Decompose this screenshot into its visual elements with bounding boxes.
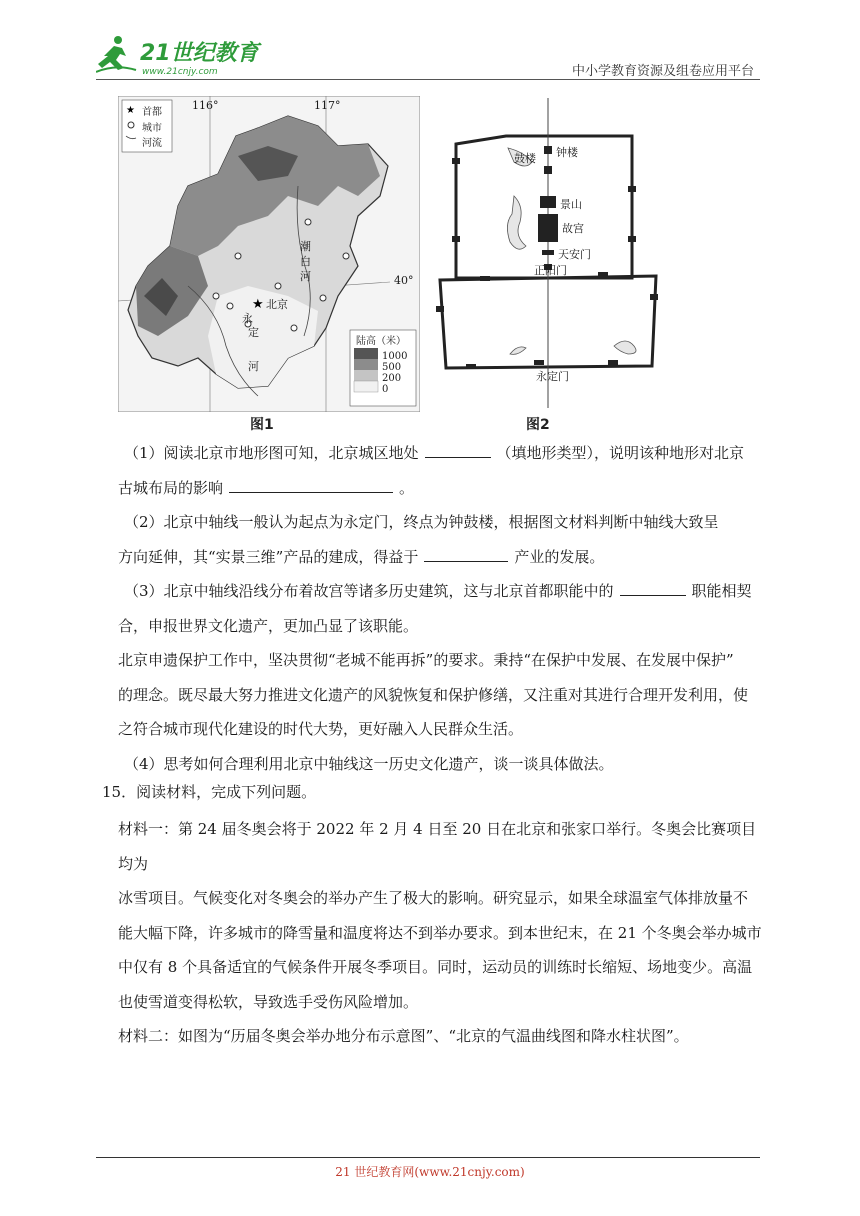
passage-line3: 之符合城市现代化建设的时代大势，更好融入人民群众生活。 (118, 720, 524, 738)
lat-40-label: 40° (394, 274, 414, 287)
q15-title: 15．阅读材料，完成下列问题。 (102, 783, 317, 801)
jingshan-label: 景山 (560, 198, 582, 211)
q15-material1-line3: 能大幅下降，许多城市的降雪量和温度将达不到举办要求。到本世纪末，在 21 个冬奥会举办城市 (118, 923, 762, 942)
capital-star-icon: ★ (252, 297, 264, 312)
q3-line2 (118, 609, 764, 644)
q2-text-a: （2）北京中轴线一般认为起点为永定门，终点为钟鼓楼，根据图文材料判断中轴线大致呈 (124, 513, 719, 531)
lon-116-label: 116° (192, 99, 219, 112)
figure1-terrain-map (118, 96, 420, 412)
chaobai-river-label-2: 白 (300, 255, 311, 268)
gulou-label: 鼓楼 (514, 152, 536, 165)
q3-text-a: （3）北京中轴线沿线分布着故宫等诸多历史建筑，这与北京首都职能中的 (124, 582, 614, 600)
q3-blank-function[interactable] (620, 577, 686, 596)
legend-capital-label: 首都 (142, 107, 162, 118)
yongdingmen-label: 永定门 (536, 370, 569, 383)
passage-line1: 北京申遗保护工作中，坚决贯彻“老城不能再拆”的要求。秉持“在保护中发展、在发展中保护” (118, 651, 734, 669)
q3-line1 (118, 574, 764, 609)
header-platform-text: 中小学教育资源及组卷应用平台 (571, 64, 754, 79)
svg-text:www.21cnjy.com: www.21cnjy.com (142, 67, 218, 77)
figure2-caption: 图2 (526, 417, 550, 433)
figure1-caption: 图1 (250, 417, 274, 433)
chaobai-river-label-3: 河 (300, 270, 311, 283)
elevation-1000: 1000 (382, 351, 408, 362)
tiananmen-label: 天安门 (558, 248, 591, 261)
zhengyangmen-label: 正阳门 (534, 264, 567, 277)
question-15 (102, 777, 764, 1054)
lon-117-label: 117° (314, 99, 341, 112)
q2-line1 (118, 505, 764, 540)
q1-blank-terrain[interactable] (425, 439, 491, 458)
q1-blank-influence[interactable] (229, 474, 393, 493)
q2-blank-industry[interactable] (424, 543, 508, 562)
page-header (96, 30, 760, 80)
q2-line2 (118, 540, 764, 575)
q15-material1-line2: 冰雪项目。气候变化对冬奥会的举办产生了极大的影响。研究显示，如果全球温室气体排放量不 (118, 889, 749, 907)
q1-text-c: 古城布局的影响 (118, 478, 224, 497)
q15-material1-line5: 也使雪道变得松软，导致选手受伤风险增加。 (118, 992, 419, 1011)
q2-text-b: 方向延伸，其“实景三维”产品的建成，得益于 (118, 547, 419, 566)
q1-text-d: 。 (399, 478, 415, 497)
svg-text:★: ★ (126, 105, 135, 116)
q15-material2: 材料二：如图为“历届冬奥会举办地分布示意图”、“北京的气温曲线图和降水柱状图”。 (118, 1027, 689, 1045)
runner-icon (96, 36, 136, 72)
header-divider (96, 79, 760, 80)
elevation-0: 0 (382, 384, 389, 395)
yongding-river-label-3: 河 (248, 360, 259, 373)
q4-line: （4）思考如何合理利用北京中轴线这一历史文化遗产，谈一谈具体做法。 (124, 754, 614, 773)
q1-line1 (118, 436, 764, 471)
elevation-200: 200 (382, 373, 402, 384)
svg-text:21世纪教育: 21世纪教育 (140, 41, 259, 66)
footer-text[interactable]: 21 世纪教育网(www.21cnjy.com) (335, 1165, 525, 1179)
q1-text-b: （填地形类型），说明该种地形对北京 (496, 444, 745, 462)
figure2-central-axis-map (434, 96, 663, 412)
elevation-500: 500 (382, 362, 402, 373)
q3-text-b: 职能相契 (691, 582, 752, 600)
q15-material1 (102, 812, 764, 1054)
gugong-label: 故宫 (562, 222, 584, 235)
yongding-river-label-1: 永 (242, 312, 253, 325)
legend-river-label: 河流 (142, 138, 162, 149)
q1-text-a: （1）阅读北京市地形图可知，北京城区地处 (124, 444, 419, 462)
elevation-legend-title: 陆高（米） (356, 336, 406, 347)
legend-city-label: 城市 (142, 123, 162, 134)
zhonglou-label: 钟楼 (556, 146, 578, 159)
q3-text-c: 合，申报世界文化遗产，更加凸显了该职能。 (118, 616, 419, 635)
q1-line2 (118, 471, 764, 506)
q15-material1-line4: 中仅有 8 个具备适宜的气候条件开展冬季项目。同时，运动员的训练时长缩短、场地变少。高温 (118, 958, 753, 976)
footer-divider (96, 1157, 760, 1158)
beijing-label: 北京 (266, 298, 288, 311)
questions-block (118, 436, 764, 781)
site-logo (96, 34, 266, 78)
q15-material1-line1: 材料一：第 24 届冬奥会将于 2022 年 2 月 4 日至 20 日在北京和张家口举行。冬奥会比赛项目均为 (118, 820, 757, 873)
yongding-river-label-2: 定 (248, 326, 259, 339)
q2-text-c: 产业的发展。 (514, 547, 605, 566)
figures-area (118, 96, 663, 436)
passage-line2: 的理念。既尽最大努力推进文化遗产的风貌恢复和保护修缮，又注重对其进行合理开发利用，使 (118, 685, 749, 704)
chaobai-river-label-1: 潮 (300, 240, 311, 253)
